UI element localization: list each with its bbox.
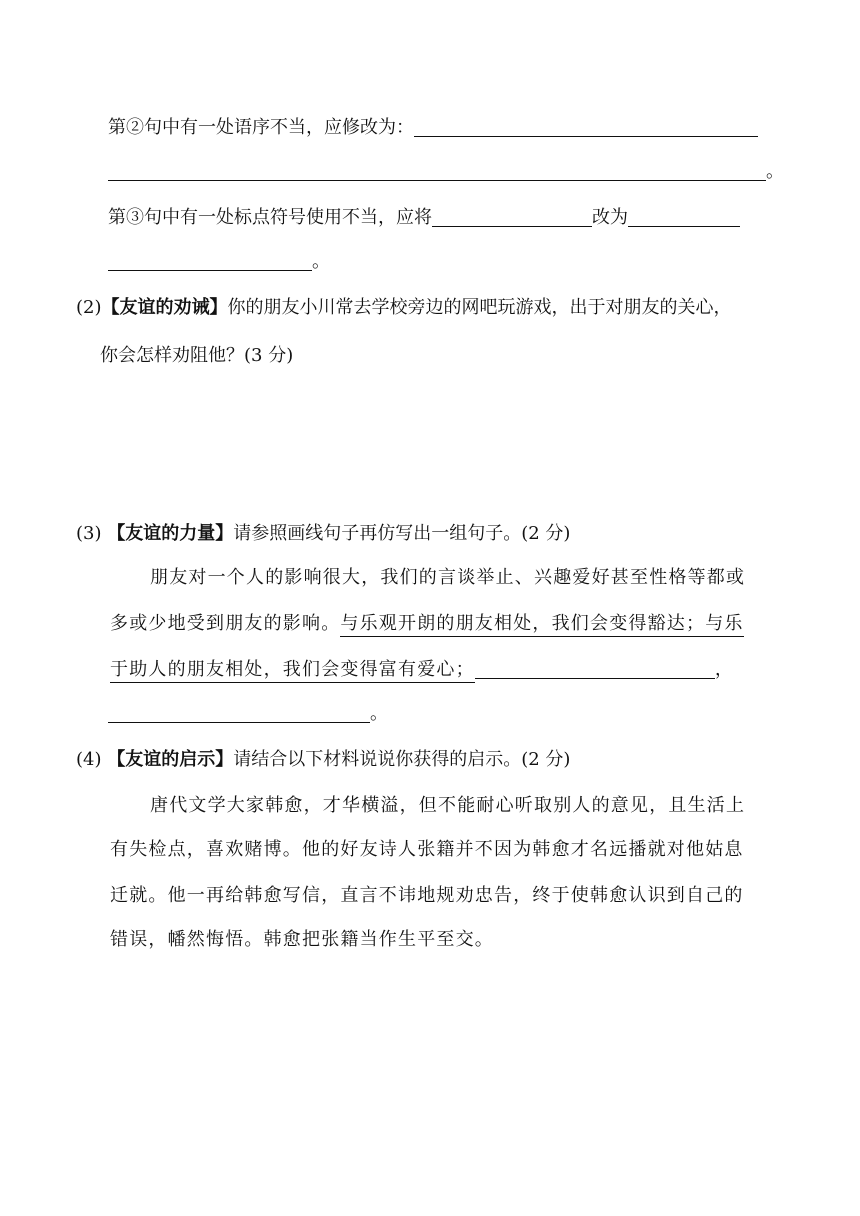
q3-underlined-sentence-1: 与乐观开朗的朋友相处，我们会变得豁达；与乐 xyxy=(340,613,743,637)
q4-material-4: 错误，幡然悔悟。韩愈把张籍当作生平至交。 xyxy=(110,929,494,950)
q1-line-2 xyxy=(108,116,758,140)
q1-line-3-text-a: 第③句中有一处标点符号使用不当，应将 xyxy=(108,207,432,228)
q4-material-line-3 xyxy=(110,884,744,908)
q1-answer-blank-1[interactable] xyxy=(414,118,758,137)
q3-heading xyxy=(76,522,570,546)
q1-line-2-text: 第②句中有一处语序不当，应修改为： xyxy=(108,117,414,138)
q3-passage-line-3 xyxy=(110,658,734,682)
q4-tag: 【友谊的启示】 xyxy=(107,749,234,770)
q2-prompt-a: 你的朋友小川常去学校旁边的网吧玩游戏，出于对朋友的关心， xyxy=(227,297,732,318)
q4-number: (4) xyxy=(76,749,102,770)
q1-answer-blank-2[interactable] xyxy=(108,162,766,181)
q1-line-2-end: 。 xyxy=(766,161,784,182)
q4-material-1: 唐代文学大家韩愈，才华横溢，但不能耐心听取别人的意见，且生活上 xyxy=(150,795,746,816)
q4-material-line-4 xyxy=(110,928,494,952)
q1-line-3-cont xyxy=(108,250,330,274)
q1-line-3-text-b: 改为 xyxy=(592,207,628,228)
q3-passage-line-4 xyxy=(108,702,388,726)
q3-answer-blank-1[interactable] xyxy=(475,660,715,679)
q3-passage-2-plain: 多或少地受到朋友的影响。 xyxy=(110,613,341,634)
q3-tag: 【友谊的力量】 xyxy=(107,523,234,544)
q1-line-3-end: 。 xyxy=(312,251,330,272)
q3-passage-line-1 xyxy=(150,566,745,590)
q4-material-line-2 xyxy=(110,838,744,862)
q3-passage-line-2 xyxy=(110,612,744,636)
q1-line-3 xyxy=(108,206,740,230)
q4-material-line-1 xyxy=(150,794,745,818)
q4-prompt: 请结合以下材料说说你获得的启示。(2 分) xyxy=(233,749,571,770)
q2-prompt-b: 你会怎样劝阻他？(3 分) xyxy=(100,345,294,366)
q1-answer-blank-5[interactable] xyxy=(108,252,312,271)
q3-answer-blank-2[interactable] xyxy=(108,704,370,723)
q4-heading xyxy=(76,748,570,772)
q3-passage-3-comma: ， xyxy=(714,659,735,680)
q3-prompt: 请参照画线句子再仿写出一组句子。(2 分) xyxy=(233,523,571,544)
q3-number: (3) xyxy=(76,523,102,544)
q3-passage-1: 朋友对一个人的影响很大，我们的言谈举止、兴趣爱好甚至性格等都或 xyxy=(150,567,746,588)
q1-answer-blank-3[interactable] xyxy=(432,208,592,227)
q4-material-3: 迁就。他一再给韩愈写信，直言不讳地规劝忠告，终于使韩愈认识到自己的 xyxy=(110,885,744,906)
q2-tag: 【友谊的劝诫】 xyxy=(101,297,228,318)
q1-line-2-cont xyxy=(108,160,784,184)
q2-prompt-line-2 xyxy=(100,344,293,368)
q2-number: (2) xyxy=(76,297,102,318)
q1-answer-blank-4[interactable] xyxy=(628,208,740,227)
q4-material-2: 有失检点，喜欢赌博。他的好友诗人张籍并不因为韩愈才名远播就对他姑息 xyxy=(110,839,744,860)
q3-passage-4-end: 。 xyxy=(370,703,388,724)
q2-heading xyxy=(76,296,732,320)
q3-underlined-sentence-2: 于助人的朋友相处，我们会变得富有爱心； xyxy=(110,659,475,683)
